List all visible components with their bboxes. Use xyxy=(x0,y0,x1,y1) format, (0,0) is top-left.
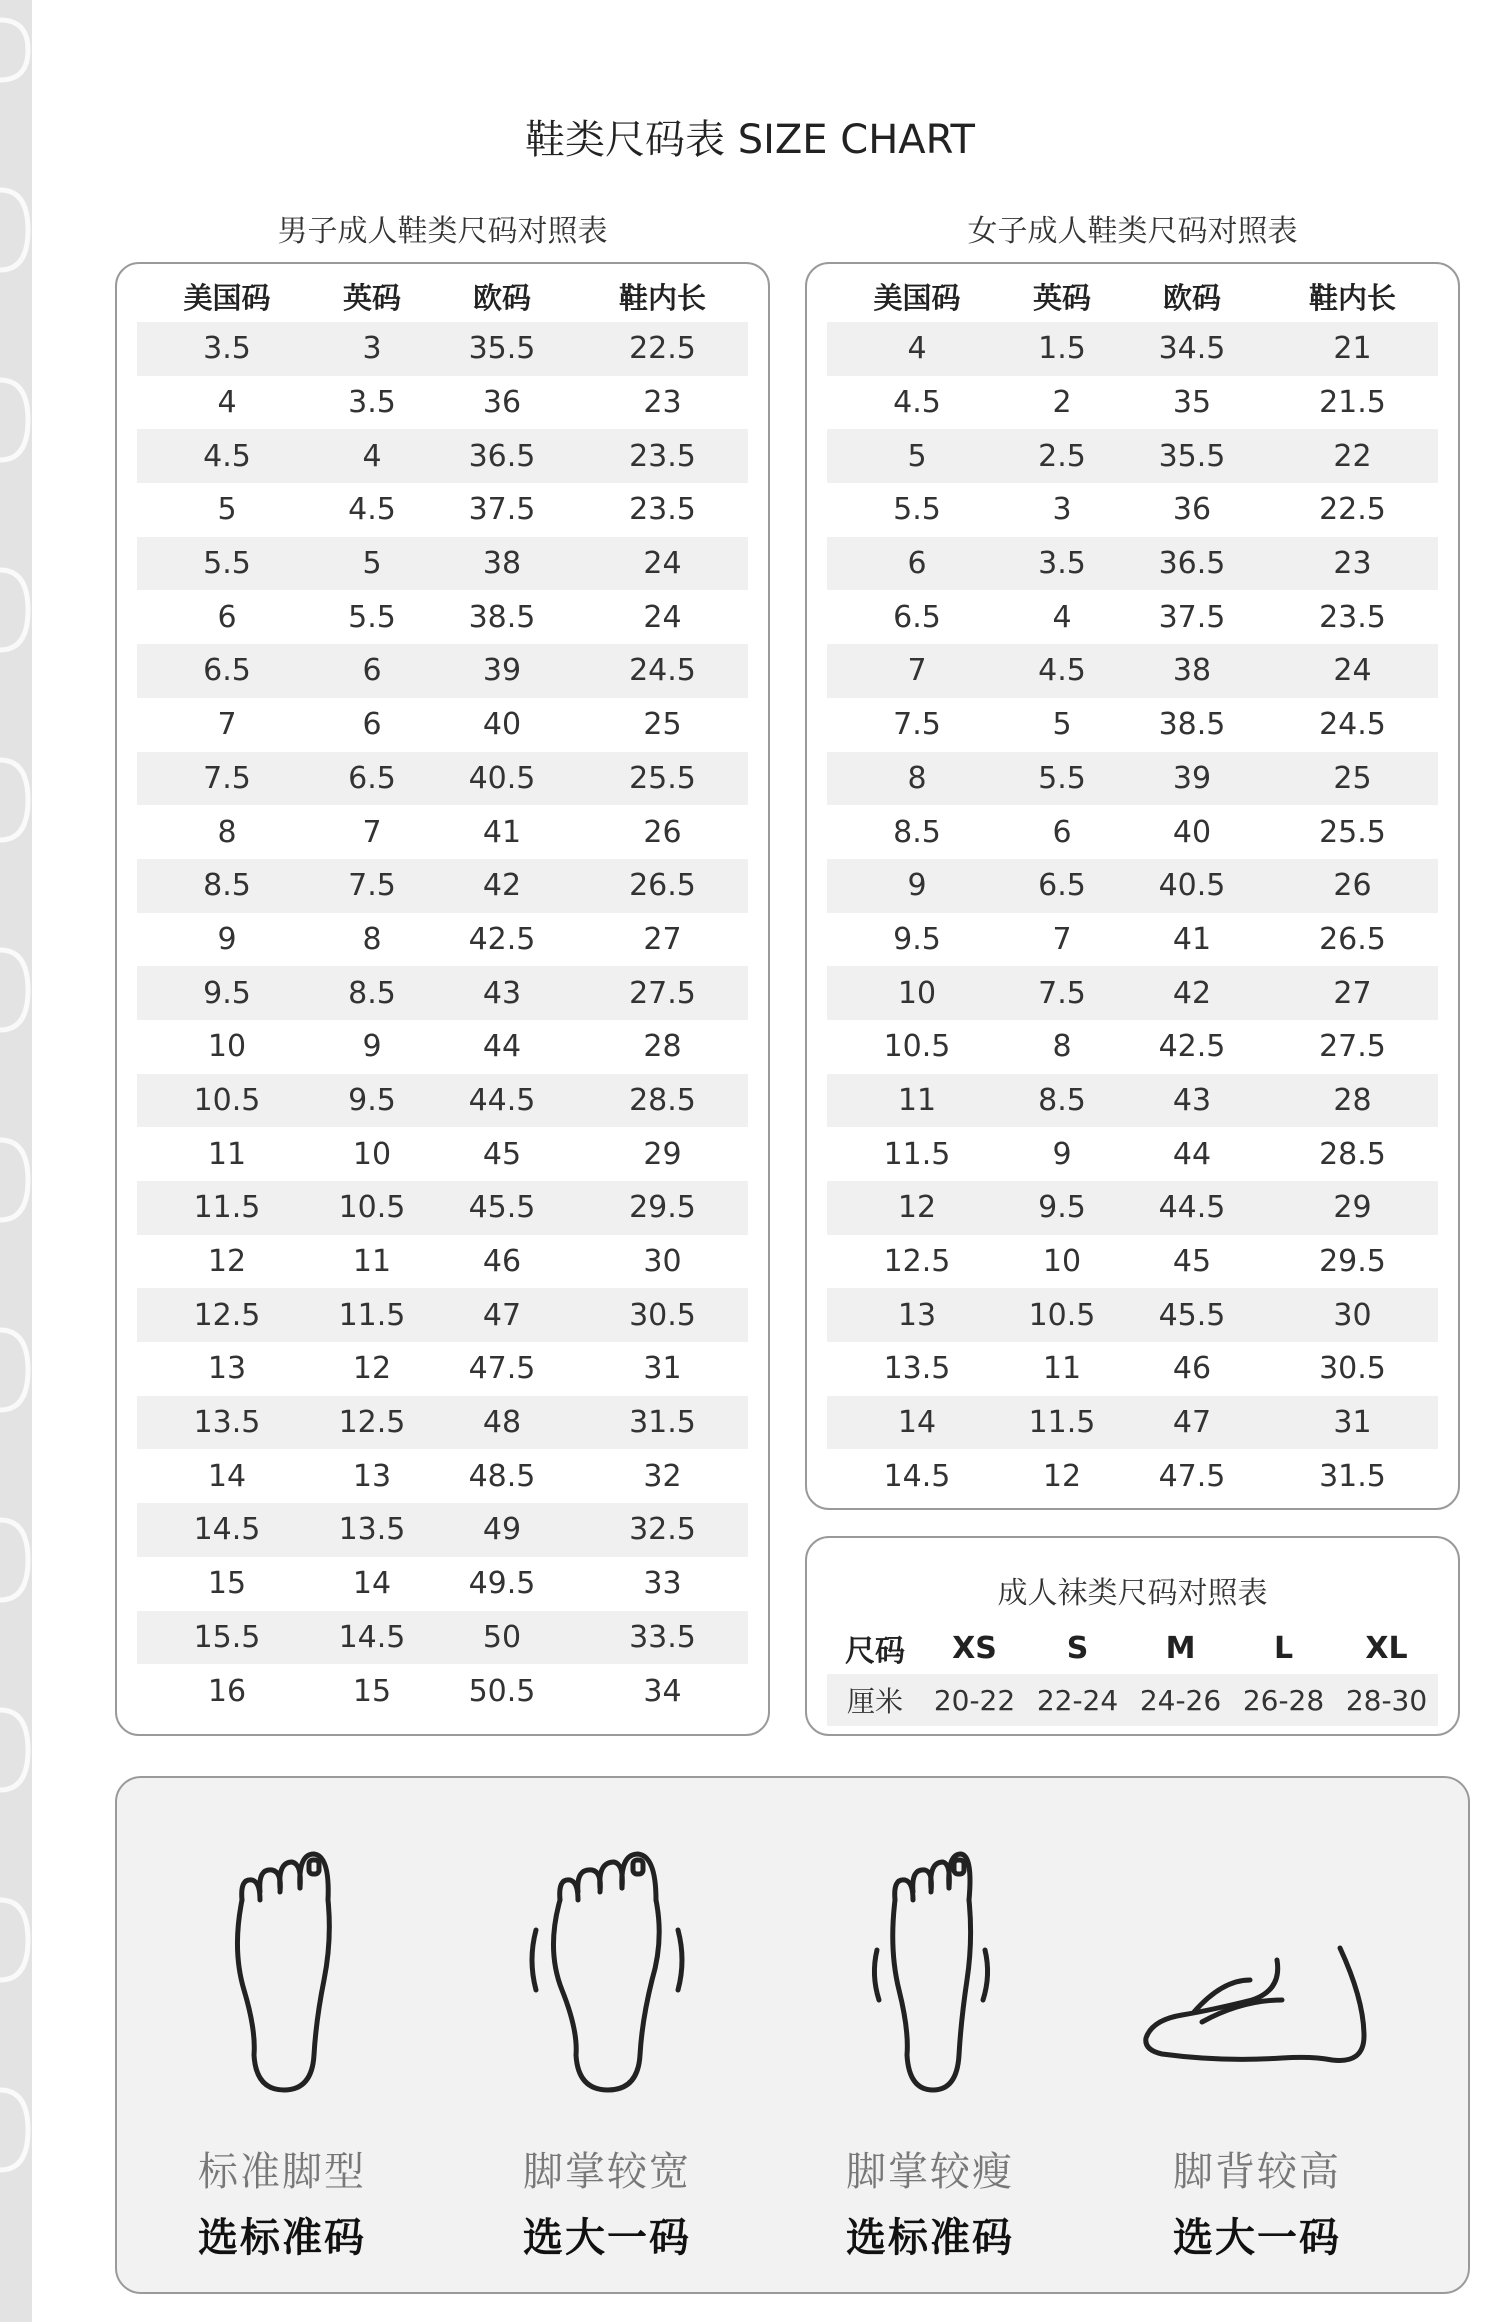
cell-us: 16 xyxy=(207,1673,247,1709)
cell-eu: 36.5 xyxy=(1117,537,1267,591)
sock-cm-row xyxy=(827,1674,1438,1726)
table-row xyxy=(827,1181,1438,1235)
cell-eu: 48 xyxy=(427,1396,577,1450)
cell-us: 10 xyxy=(827,966,1007,1020)
cell-us: 8.5 xyxy=(893,814,941,850)
cell-uk: 3 xyxy=(1052,492,1072,528)
cell-eu: 43 xyxy=(1117,1074,1267,1128)
cell-eu: 44.5 xyxy=(1117,1181,1267,1235)
cell-uk: 2.5 xyxy=(1007,429,1117,483)
cell-length: 31 xyxy=(1267,1396,1438,1450)
table-row xyxy=(827,1449,1438,1503)
column-header-length: 鞋内长 xyxy=(1308,280,1396,315)
cell-length: 24 xyxy=(1267,644,1438,698)
table-row xyxy=(137,1664,748,1718)
cell-eu: 36 xyxy=(482,385,522,421)
table-row xyxy=(137,1611,748,1665)
page-title: 鞋类尺码表 SIZE CHART xyxy=(525,117,975,163)
cell-length: 23.5 xyxy=(629,492,696,528)
cell-us: 5.5 xyxy=(137,537,317,591)
cell-eu: 35 xyxy=(1172,385,1212,421)
table-row xyxy=(827,1020,1438,1074)
cell-eu: 45.5 xyxy=(1117,1288,1267,1342)
cell-us: 7 xyxy=(217,707,237,743)
cell-eu: 41 xyxy=(1172,921,1212,957)
sock-cm-m: 24-26 xyxy=(1129,1674,1232,1726)
cell-us: 14.5 xyxy=(137,1503,317,1557)
cell-eu: 47 xyxy=(1117,1396,1267,1450)
sock-size-panel xyxy=(805,1536,1460,1736)
cell-eu: 48.5 xyxy=(468,1458,536,1494)
cell-uk: 9.5 xyxy=(1007,1181,1117,1235)
cell-uk: 11.5 xyxy=(1007,1396,1117,1450)
women-size-table xyxy=(827,270,1438,1503)
cell-us: 5 xyxy=(827,429,1007,483)
high-instep-foot-icon xyxy=(1132,1840,1382,2100)
cell-length: 27 xyxy=(643,921,682,957)
cell-length: 30.5 xyxy=(1319,1351,1386,1387)
cell-uk: 6 xyxy=(317,644,427,698)
cell-length: 24.5 xyxy=(1319,707,1386,743)
cell-eu: 49 xyxy=(427,1503,577,1557)
strip-pattern-icon xyxy=(0,0,32,2322)
cell-us: 6.5 xyxy=(137,644,317,698)
cell-eu: 46 xyxy=(482,1244,522,1280)
cell-us: 4 xyxy=(217,385,237,421)
cell-uk: 11.5 xyxy=(317,1288,427,1342)
cell-us: 12.5 xyxy=(883,1244,951,1280)
column-header-us: 美国码 xyxy=(873,280,961,315)
cell-eu: 40 xyxy=(1172,814,1212,850)
cell-uk: 5 xyxy=(1052,707,1072,743)
cell-us: 5 xyxy=(217,492,237,528)
cell-uk: 3 xyxy=(317,322,427,376)
table-row xyxy=(137,1181,748,1235)
sock-header-row xyxy=(827,1622,1438,1674)
column-header-uk: 英码 xyxy=(342,280,401,315)
table-row xyxy=(827,1074,1438,1128)
cell-us: 8 xyxy=(217,814,237,850)
cell-eu: 38 xyxy=(427,537,577,591)
table-row xyxy=(827,537,1438,591)
foot-desc-standard: 标准脚型 xyxy=(198,2149,366,2195)
column-header-us: 美国码 xyxy=(183,280,271,315)
cell-us: 15.5 xyxy=(137,1611,317,1665)
table-row xyxy=(137,805,748,859)
cell-length: 28.5 xyxy=(1319,1136,1386,1172)
cell-us: 14 xyxy=(207,1458,247,1494)
table-row xyxy=(827,1127,1438,1181)
cell-us: 9 xyxy=(217,921,237,957)
cell-us: 5.5 xyxy=(893,492,941,528)
cell-length: 25.5 xyxy=(1319,814,1386,850)
cell-eu: 45 xyxy=(1172,1244,1212,1280)
cell-uk: 14 xyxy=(352,1566,392,1602)
cell-eu: 44 xyxy=(482,1029,522,1065)
cell-uk: 7 xyxy=(1052,921,1072,957)
table-header-row xyxy=(137,270,748,322)
cell-eu: 39 xyxy=(1117,752,1267,806)
sock-cm-s: 22-24 xyxy=(1026,1674,1129,1726)
cell-us: 7.5 xyxy=(893,707,941,743)
cell-length: 25 xyxy=(1267,752,1438,806)
sock-size-xs: XS xyxy=(952,1630,997,1666)
cell-eu: 41 xyxy=(482,814,522,850)
cell-uk: 8 xyxy=(1052,1029,1072,1065)
cell-eu: 46 xyxy=(1172,1351,1212,1387)
table-row xyxy=(827,805,1438,859)
left-decorative-strip xyxy=(0,0,32,2322)
cell-length: 30 xyxy=(1267,1288,1438,1342)
cell-us: 6 xyxy=(827,537,1007,591)
cell-uk: 1.5 xyxy=(1007,322,1117,376)
cell-uk: 12 xyxy=(1042,1458,1082,1494)
table-row xyxy=(137,1127,748,1181)
cell-length: 25 xyxy=(643,707,682,743)
cell-uk: 12.5 xyxy=(317,1396,427,1450)
cell-us: 7 xyxy=(827,644,1007,698)
cell-length: 29.5 xyxy=(577,1181,748,1235)
table-row xyxy=(827,698,1438,752)
cell-eu: 44.5 xyxy=(427,1074,577,1128)
cell-us: 14 xyxy=(827,1396,1007,1450)
table-row xyxy=(137,859,748,913)
table-row xyxy=(137,590,748,644)
table-row xyxy=(827,483,1438,537)
table-row xyxy=(827,1342,1438,1396)
foot-advice-standard: 选标准码 xyxy=(198,2215,366,2261)
cell-eu: 36.5 xyxy=(427,429,577,483)
cell-length: 26 xyxy=(643,814,682,850)
cell-us: 8 xyxy=(827,752,1007,806)
cell-eu: 47.5 xyxy=(1158,1458,1226,1494)
cell-length: 25.5 xyxy=(577,752,748,806)
cell-eu: 38.5 xyxy=(468,599,536,635)
cell-uk: 13 xyxy=(352,1458,392,1494)
men-table-body xyxy=(137,322,748,1718)
cell-us: 10.5 xyxy=(883,1029,951,1065)
cell-eu: 42 xyxy=(1117,966,1267,1020)
table-row xyxy=(137,322,748,376)
cell-length: 34 xyxy=(643,1673,682,1709)
cell-eu: 45 xyxy=(482,1136,522,1172)
women-table-body xyxy=(827,322,1438,1503)
cell-eu: 50 xyxy=(427,1611,577,1665)
table-row xyxy=(827,590,1438,644)
cell-length: 26.5 xyxy=(577,859,748,913)
table-row xyxy=(137,1557,748,1611)
cell-eu: 37.5 xyxy=(468,492,536,528)
cell-uk: 14.5 xyxy=(317,1611,427,1665)
cell-us: 11 xyxy=(207,1136,247,1172)
cell-us: 12 xyxy=(827,1181,1007,1235)
cell-uk: 8.5 xyxy=(1007,1074,1117,1128)
cell-length: 26.5 xyxy=(1319,921,1386,957)
table-row xyxy=(137,376,748,430)
cell-uk: 3.5 xyxy=(1007,537,1117,591)
cell-eu: 47.5 xyxy=(468,1351,536,1387)
cell-eu: 50.5 xyxy=(468,1673,536,1709)
cell-uk: 9 xyxy=(362,1029,382,1065)
cell-uk: 6.5 xyxy=(1007,859,1117,913)
cell-uk: 13.5 xyxy=(317,1503,427,1557)
table-row xyxy=(827,644,1438,698)
cell-uk: 4 xyxy=(1052,599,1072,635)
cell-us: 4.5 xyxy=(137,429,317,483)
cell-uk: 10.5 xyxy=(1007,1288,1117,1342)
standard-foot-icon xyxy=(212,1840,352,2100)
table-row xyxy=(137,1449,748,1503)
cell-length: 30.5 xyxy=(577,1288,748,1342)
cell-length: 26 xyxy=(1267,859,1438,913)
table-row xyxy=(137,1503,748,1557)
cell-eu: 38.5 xyxy=(1158,707,1226,743)
men-table-title: 男子成人鞋类尺码对照表 xyxy=(277,214,608,249)
cell-uk: 11 xyxy=(1042,1351,1082,1387)
foot-desc-wide: 脚掌较宽 xyxy=(523,2149,691,2195)
table-row xyxy=(137,752,748,806)
cell-length: 31 xyxy=(643,1351,682,1387)
cell-eu: 49.5 xyxy=(468,1566,536,1602)
cell-eu: 40.5 xyxy=(427,752,577,806)
column-header-length: 鞋内长 xyxy=(618,280,706,315)
cell-eu: 39 xyxy=(427,644,577,698)
sock-size-l: L xyxy=(1273,1630,1294,1666)
table-row xyxy=(827,1288,1438,1342)
cell-uk: 10.5 xyxy=(317,1181,427,1235)
table-row xyxy=(827,752,1438,806)
women-table-title: 女子成人鞋类尺码对照表 xyxy=(967,214,1298,249)
table-row xyxy=(137,429,748,483)
cell-us: 8.5 xyxy=(137,859,317,913)
cell-us: 4 xyxy=(827,322,1007,376)
wide-foot-icon xyxy=(522,1840,692,2100)
cell-us: 11.5 xyxy=(137,1181,317,1235)
table-row xyxy=(827,859,1438,913)
cell-length: 24 xyxy=(577,537,748,591)
column-header-eu: 欧码 xyxy=(472,280,531,315)
cell-length: 23 xyxy=(643,385,682,421)
cell-length: 21 xyxy=(1267,322,1438,376)
foot-advice-high-instep: 选大一码 xyxy=(1173,2215,1341,2261)
cell-us: 9.5 xyxy=(893,921,941,957)
cell-eu: 43 xyxy=(427,966,577,1020)
women-size-panel xyxy=(805,262,1460,1510)
cell-length: 32 xyxy=(643,1458,682,1494)
foot-desc-narrow: 脚掌较瘦 xyxy=(846,2149,1014,2195)
cell-eu: 42.5 xyxy=(1158,1029,1226,1065)
cell-length: 22.5 xyxy=(577,322,748,376)
sock-header-label: 尺码 xyxy=(845,1634,905,1669)
table-header-row xyxy=(827,270,1438,322)
cell-us: 4.5 xyxy=(893,385,941,421)
cell-uk: 5 xyxy=(317,537,427,591)
cell-uk: 6 xyxy=(1052,814,1072,850)
cell-uk: 6.5 xyxy=(317,752,427,806)
cell-length: 22.5 xyxy=(1319,492,1386,528)
cell-length: 32.5 xyxy=(577,1503,748,1557)
cell-length: 27.5 xyxy=(1319,1029,1386,1065)
table-row xyxy=(137,1342,748,1396)
cell-us: 6.5 xyxy=(893,599,941,635)
cell-us: 13 xyxy=(827,1288,1007,1342)
table-row xyxy=(137,913,748,967)
cell-us: 13.5 xyxy=(883,1351,951,1387)
sock-table-title: 成人袜类尺码对照表 xyxy=(997,1576,1268,1611)
cell-uk: 7.5 xyxy=(1007,966,1117,1020)
cell-length: 33 xyxy=(643,1566,682,1602)
cell-length: 23.5 xyxy=(1319,599,1386,635)
foot-advice-wide: 选大一码 xyxy=(523,2215,691,2261)
cell-uk: 8 xyxy=(362,921,382,957)
sock-row-label: 厘米 xyxy=(827,1674,923,1726)
table-row xyxy=(827,429,1438,483)
cell-eu: 37.5 xyxy=(1158,599,1226,635)
table-row xyxy=(137,537,748,591)
cell-us: 10.5 xyxy=(137,1074,317,1128)
cell-uk: 8.5 xyxy=(317,966,427,1020)
cell-eu: 42 xyxy=(427,859,577,913)
cell-length: 29.5 xyxy=(1319,1244,1386,1280)
cell-length: 28 xyxy=(643,1029,682,1065)
cell-uk: 9 xyxy=(1052,1136,1072,1172)
cell-eu: 38 xyxy=(1117,644,1267,698)
cell-length: 28.5 xyxy=(577,1074,748,1128)
cell-us: 12.5 xyxy=(137,1288,317,1342)
column-header-uk: 英码 xyxy=(1032,280,1091,315)
men-size-table xyxy=(137,270,748,1718)
table-row xyxy=(827,1396,1438,1450)
foot-type-standard xyxy=(117,1778,447,2296)
cell-eu: 36 xyxy=(1172,492,1212,528)
cell-us: 14.5 xyxy=(883,1458,951,1494)
table-row xyxy=(137,483,748,537)
cell-uk: 10 xyxy=(1042,1244,1082,1280)
cell-us: 6 xyxy=(217,599,237,635)
table-row xyxy=(137,1396,748,1450)
cell-eu: 40 xyxy=(482,707,522,743)
cell-length: 27.5 xyxy=(577,966,748,1020)
cell-us: 13 xyxy=(207,1351,247,1387)
table-row xyxy=(137,1074,748,1128)
cell-length: 27 xyxy=(1267,966,1438,1020)
cell-us: 9.5 xyxy=(137,966,317,1020)
cell-eu: 44 xyxy=(1172,1136,1212,1172)
cell-length: 31.5 xyxy=(577,1396,748,1450)
table-row xyxy=(827,322,1438,376)
table-row xyxy=(827,376,1438,430)
cell-us: 12 xyxy=(207,1244,247,1280)
cell-us: 13.5 xyxy=(137,1396,317,1450)
foot-type-narrow xyxy=(765,1778,1095,2296)
men-size-panel xyxy=(115,262,770,1736)
table-row xyxy=(827,913,1438,967)
cell-length: 33.5 xyxy=(577,1611,748,1665)
cell-uk: 9.5 xyxy=(317,1074,427,1128)
foot-type-guide xyxy=(115,1776,1470,2294)
cell-length: 23 xyxy=(1267,537,1438,591)
cell-uk: 2 xyxy=(1052,385,1072,421)
cell-length: 29 xyxy=(1267,1181,1438,1235)
foot-type-high-instep xyxy=(1087,1778,1427,2296)
cell-us: 11.5 xyxy=(883,1136,951,1172)
cell-eu: 35.5 xyxy=(1117,429,1267,483)
cell-uk: 11 xyxy=(352,1244,392,1280)
cell-eu: 45.5 xyxy=(427,1181,577,1235)
cell-uk: 10 xyxy=(352,1136,392,1172)
sock-size-xl: XL xyxy=(1365,1630,1408,1666)
cell-length: 23.5 xyxy=(577,429,748,483)
cell-us: 9 xyxy=(827,859,1007,913)
column-header-eu: 欧码 xyxy=(1162,280,1221,315)
sock-cm-xs: 20-22 xyxy=(923,1674,1026,1726)
cell-length: 31.5 xyxy=(1319,1458,1386,1494)
cell-us: 7.5 xyxy=(137,752,317,806)
sock-cm-l: 26-28 xyxy=(1232,1674,1335,1726)
cell-eu: 35.5 xyxy=(427,322,577,376)
cell-length: 22 xyxy=(1267,429,1438,483)
cell-us: 10 xyxy=(207,1029,247,1065)
sock-size-m: M xyxy=(1165,1630,1196,1666)
foot-desc-high-instep: 脚背较高 xyxy=(1173,2149,1341,2195)
cell-uk: 6 xyxy=(362,707,382,743)
table-row xyxy=(137,966,748,1020)
cell-uk: 7 xyxy=(362,814,382,850)
narrow-foot-icon xyxy=(855,1840,1005,2100)
table-row xyxy=(827,966,1438,1020)
cell-uk: 15 xyxy=(352,1673,392,1709)
table-row xyxy=(137,644,748,698)
cell-length: 30 xyxy=(643,1244,682,1280)
cell-length: 21.5 xyxy=(1319,385,1386,421)
sock-size-s: S xyxy=(1066,1630,1089,1666)
cell-uk: 7.5 xyxy=(317,859,427,913)
foot-type-wide xyxy=(442,1778,772,2296)
cell-length: 24 xyxy=(643,599,682,635)
cell-uk: 4 xyxy=(317,429,427,483)
cell-eu: 40.5 xyxy=(1117,859,1267,913)
cell-eu: 42.5 xyxy=(468,921,536,957)
cell-us: 11 xyxy=(827,1074,1007,1128)
foot-advice-narrow: 选标准码 xyxy=(846,2215,1014,2261)
cell-uk: 4.5 xyxy=(1007,644,1117,698)
cell-uk: 12 xyxy=(352,1351,392,1387)
cell-length: 24.5 xyxy=(577,644,748,698)
table-row xyxy=(137,698,748,752)
cell-us: 3.5 xyxy=(137,322,317,376)
cell-eu: 34.5 xyxy=(1117,322,1267,376)
cell-us: 15 xyxy=(207,1566,247,1602)
cell-length: 28 xyxy=(1267,1074,1438,1128)
table-row xyxy=(827,1235,1438,1289)
table-row xyxy=(137,1235,748,1289)
table-row xyxy=(137,1288,748,1342)
cell-uk: 5.5 xyxy=(1007,752,1117,806)
cell-uk: 4.5 xyxy=(348,492,396,528)
cell-length: 29 xyxy=(643,1136,682,1172)
cell-uk: 3.5 xyxy=(348,385,396,421)
table-row xyxy=(137,1020,748,1074)
sock-size-table xyxy=(827,1622,1438,1726)
sock-cm-xl: 28-30 xyxy=(1335,1674,1438,1726)
cell-eu: 47 xyxy=(427,1288,577,1342)
cell-uk: 5.5 xyxy=(348,599,396,635)
